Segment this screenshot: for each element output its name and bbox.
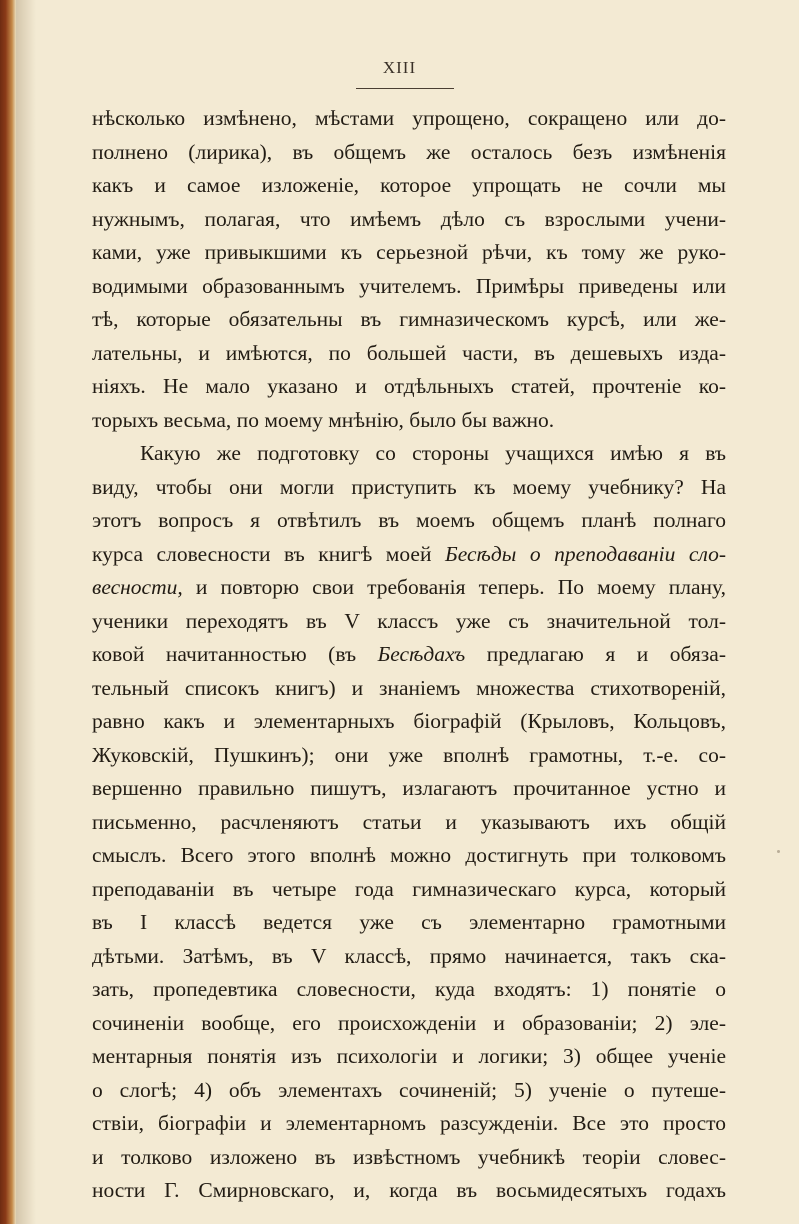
text-line: зать, пропедевтика словесности, куда входятъ: 1) понятіе о — [92, 977, 726, 1001]
book-binding-edge — [0, 0, 16, 1224]
text-segment: курса словесности въ книгѣ моей — [92, 541, 432, 566]
text-line: нѣсколько измѣнено, мѣстами упрощено, сокращено или до- — [92, 106, 726, 130]
text-segment: и повторю свои требованія теперь. По моему плану, — [195, 575, 726, 599]
text-line: ученики переходятъ въ V классъ уже съ значительной тол- — [92, 608, 726, 633]
text-line: смыслъ. Всего этого вполнѣ можно достигнуть при толковомъ — [92, 843, 726, 867]
text-line: въ I классѣ ведется уже съ элементарно грамотными — [92, 910, 726, 934]
text-line: водимыми образованнымъ учителемъ. Примѣры приведены или — [92, 273, 726, 298]
binding-shadow — [16, 0, 36, 1224]
text-line: преподаваніи въ четыре года гимназическаго курса, который — [92, 876, 726, 901]
text-line: Жуковскій, Пушкинъ); они уже вполнѣ грамотны, т.-е. со- — [92, 742, 726, 767]
header-rule — [356, 88, 454, 89]
page-number: XIII — [382, 58, 417, 77]
text-line — [92, 538, 726, 572]
text-line: какъ и самое изложеніе, которое упрощать не сочли мы — [92, 173, 726, 197]
text-line: тѣ, которые обязательны въ гимназическомъ курсѣ, или же- — [92, 307, 726, 331]
text-line: этотъ вопросъ я отвѣтилъ въ моемъ общемъ планѣ полнаго — [92, 508, 726, 532]
book-title-italic: Бесѣды о преподаваніи сло- — [445, 541, 727, 566]
text-line: ности Г. Смирновскаго, и, когда въ восьмидесятыхъ годахъ — [92, 1178, 726, 1202]
text-line: о слогѣ; 4) объ элементахъ сочиненій; 5) ученіе о путеше- — [92, 1077, 726, 1102]
text-line: торыхъ весьма, по моему мнѣнію, было бы важно. — [92, 407, 555, 432]
text-line: сочиненіи вообще, его происхожденіи и образованіи; 2) эле- — [92, 1010, 726, 1035]
text-line: и толково изложено въ извѣстномъ учебникѣ теоріи словес- — [92, 1144, 726, 1169]
text-line: ментарныя понятія изъ психологіи и логики; 3) общее ученіе — [92, 1044, 726, 1068]
book-title-italic: весности, — [92, 575, 183, 599]
text-line: ніяхъ. Не мало указано и отдѣльныхъ статей, прочтеніе ко- — [92, 374, 726, 398]
paper-speck — [777, 850, 780, 853]
text-segment: ковой начитанностью (въ — [92, 642, 357, 666]
text-segment: предлагаю я и обяза- — [486, 642, 726, 666]
text-line: виду, чтобы они могли приступить къ моему учебнику? На — [92, 474, 726, 499]
book-title-italic: Бесѣдахъ — [377, 642, 466, 666]
text-line — [92, 571, 726, 605]
text-line: полнено (лирика), въ общемъ же осталось безъ измѣненія — [92, 139, 726, 164]
body-text — [92, 102, 726, 1208]
text-line: нужнымъ, полагая, что имѣемъ дѣло съ взрослыми учени- — [92, 206, 726, 231]
text-line: ками, уже привыкшими къ серьезной рѣчи, къ тому же руко- — [92, 240, 726, 264]
text-line: письменно, расчленяютъ статьи и указываютъ ихъ общій — [92, 809, 726, 834]
text-line: дѣтьми. Затѣмъ, въ V классѣ, прямо начинается, такъ ска- — [92, 943, 726, 968]
text-line: лательны, и имѣются, по большей части, въ дешевыхъ изда- — [92, 340, 726, 365]
text-line: равно какъ и элементарныхъ біографій (Крыловъ, Кольцовъ, — [92, 709, 726, 733]
text-line — [92, 638, 726, 672]
text-line: вершенно правильно пишутъ, излагаютъ прочитанное устно и — [92, 776, 726, 800]
text-line: тельный списокъ книгъ) и знаніемъ множества стихотвореній, — [92, 675, 726, 700]
text-line: Какую же подготовку со стороны учащихся имѣю я въ — [140, 441, 726, 465]
text-line: ствіи, біографіи и элементарномъ разсужденіи. Все это просто — [92, 1111, 726, 1135]
